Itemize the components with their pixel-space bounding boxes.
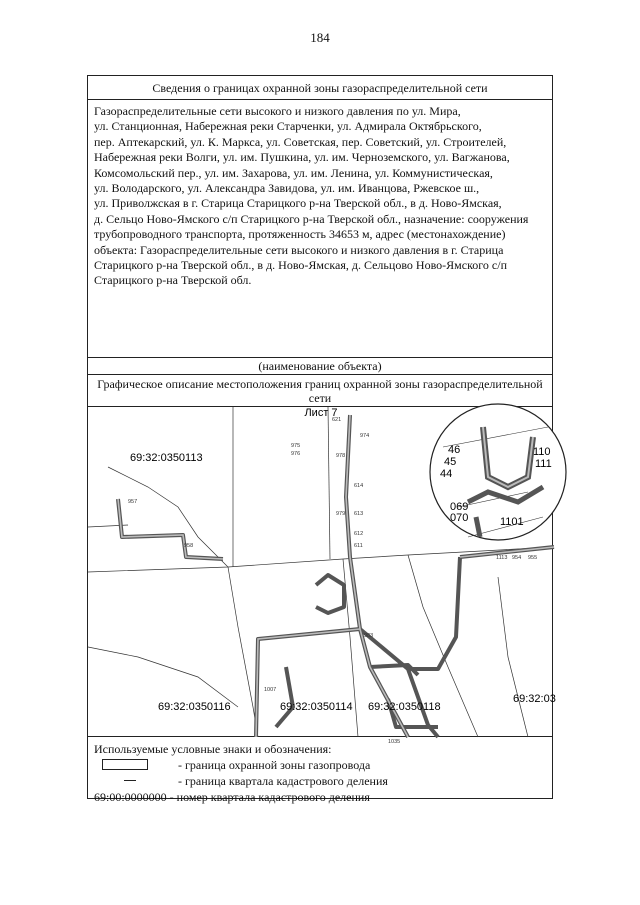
description-line: ул. Володарского, ул. Александра Завидова, ул. им. Иванцова, Ржевское ш.,: [94, 181, 480, 196]
point-label: 976: [291, 451, 301, 457]
inset-label: 1101: [500, 516, 524, 528]
point-label: 958: [184, 543, 194, 549]
point-label: 613: [354, 511, 364, 517]
legend-row: [94, 757, 546, 773]
section-title: Сведения о границах охранной зоны газораспределительной сети: [88, 76, 552, 100]
legend: [88, 737, 552, 809]
legend-text: - граница квартала кадастрового деления: [178, 774, 388, 788]
point-label: 979: [336, 511, 346, 517]
legend-row: [94, 773, 546, 789]
document-frame: [87, 75, 556, 804]
description-line: ул. Станционная, Набережная реки Старченки, ул. Адмирала Октябрьского,: [94, 119, 482, 134]
object-caption: (наименование объекта): [88, 358, 552, 375]
zone-boundary-swatch: [102, 759, 148, 770]
point-label: 974: [360, 433, 370, 439]
description-line: Комсомольский пер., ул. им. Захарова, ул. им. Ленина, ул. Коммунистическая,: [94, 165, 493, 180]
inset-label: 070: [450, 512, 469, 524]
quarter-label: 69:32:0350113: [130, 452, 203, 464]
inset-label: 45: [444, 456, 457, 468]
description-line: Газораспределительные сети высокого и низкого давления по ул. Мира,: [94, 104, 461, 118]
legend-title: Используемые условные знаки и обозначения:: [94, 742, 332, 756]
point-label: 975: [291, 443, 301, 449]
page-number: 184: [310, 30, 330, 45]
cadastral-map: [88, 407, 556, 745]
legend-row: [94, 789, 546, 805]
description-line: Старицкого р-на Тверской обл.: [94, 273, 252, 288]
quarter-label: 69:32:0350118: [368, 701, 441, 713]
inset-label: 46: [448, 444, 461, 456]
point-label: 983: [364, 633, 374, 639]
point-label: 614: [354, 483, 364, 489]
description-line: д. Сельцо Ново-Ямского с/п Старицкого р-на Тверской обл., назначение: сооружения: [94, 211, 529, 226]
point-label: 612: [354, 531, 364, 537]
point-label: 1035: [388, 739, 401, 745]
object-description: [88, 100, 552, 358]
quarter-boundary-swatch: [124, 780, 136, 781]
graphic-description-title: Графическое описание местоположения границ охранной зоны газораспределительной сети: [88, 375, 552, 407]
point-label: 1007: [264, 687, 277, 693]
point-label: 957: [128, 499, 138, 505]
description-line: объекта: Газораспределительные сети высокого и низкого давления в г. Старица: [94, 242, 504, 257]
quarter-label: 69:32:03: [513, 693, 556, 705]
inset-label: 44: [440, 468, 453, 480]
description-line: Старицкого р-на Тверской обл., в д. Ново-Ямская, д. Сельцово Ново-Ямского с/п: [94, 258, 507, 273]
quarter-label: 69:32:0350116: [158, 701, 231, 713]
inset-circle: [430, 404, 566, 540]
legend-text: - граница охранной зоны газопровода: [178, 758, 371, 772]
quarter-number-sample: 69:00:0000000: [94, 790, 167, 804]
description-line: пер. Аптекарский, ул. К. Маркса, ул. Советская, пер. Советский, ул. Строителей,: [94, 134, 507, 149]
point-label: 611: [354, 543, 363, 549]
description-line: трубопроводного транспорта, протяженность 34653 м, адрес (местонахождение): [94, 227, 506, 242]
sheet-label: Лист 7: [304, 407, 338, 419]
description-line: Набережная реки Волги, ул. им. Пушкина, ул. им. Черноземского, ул. Вагжанова,: [94, 150, 510, 165]
point-label: 954: [512, 555, 522, 561]
point-label: 978: [336, 453, 346, 459]
point-label: 621: [332, 417, 342, 423]
quarter-label: 69:32:0350114: [280, 701, 353, 713]
inset-label: 110: [533, 446, 551, 458]
point-label: 955: [528, 555, 538, 561]
map-drawing: [88, 407, 556, 745]
point-label: 1113: [496, 555, 508, 561]
legend-text: - номер квартала кадастрового деления: [169, 790, 370, 804]
description-line: ул. Приволжская в г. Старица Старицкого р-на Тверской обл., в д. Ново-Ямская,: [94, 196, 502, 211]
inset-label: 111: [535, 458, 552, 470]
inset-label: 069: [450, 501, 469, 513]
